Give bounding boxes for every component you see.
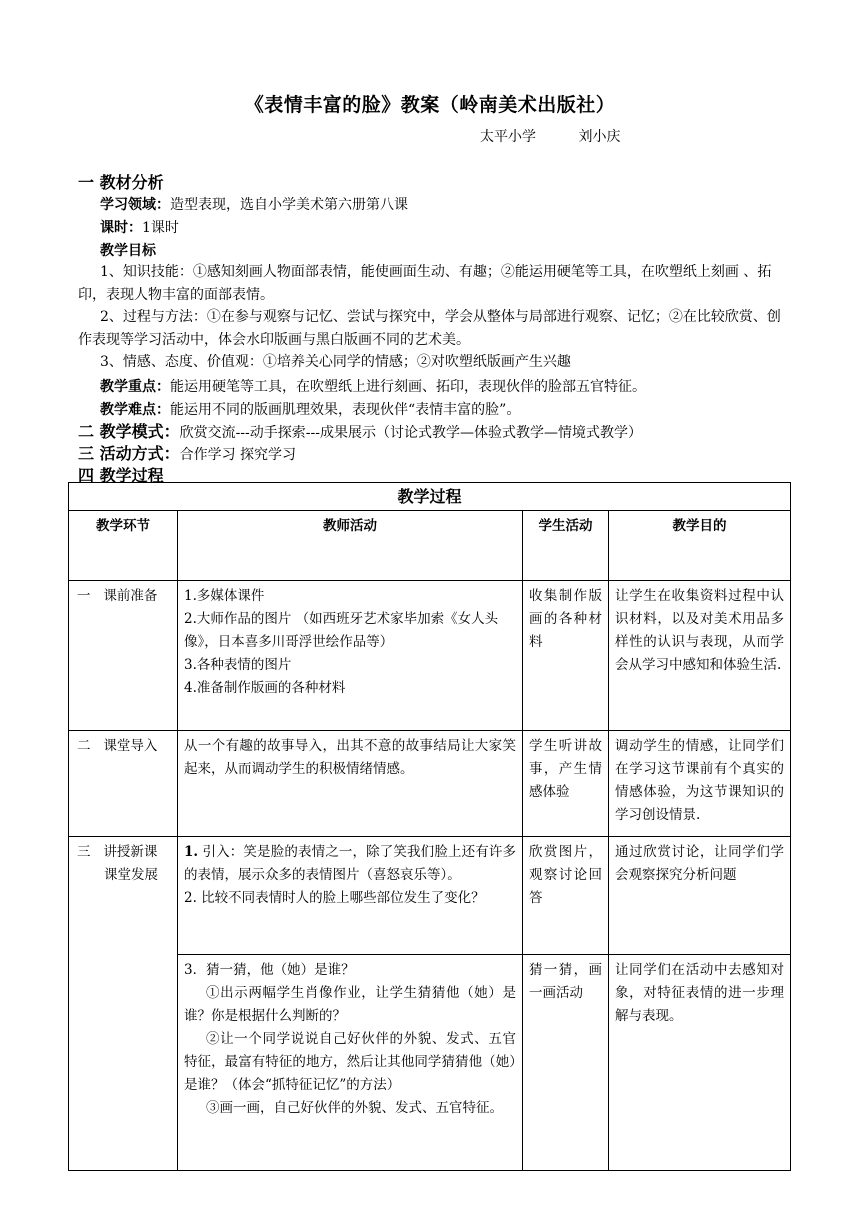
stage-number: 二 [77, 738, 91, 754]
purpose-cell: 让同学们在活动中去感知对象，对特征表情的进一步理解与表现。 [609, 955, 791, 1171]
teacher-item: 2. 比较不同表情时人的脸上哪些部位发生了变化？ [184, 890, 485, 906]
table-caption-row [69, 483, 791, 511]
header-stage: 教学环节 [69, 511, 178, 581]
purpose-cell: 让学生在收集资料过程中认识材料，以及对美术用品多样性的认识与表现，从而学会从学习中感知和体验生活. [609, 581, 791, 731]
difficult-point [100, 399, 520, 419]
stage-cell [69, 731, 178, 837]
item-text: 引入：笑是脸的表情之一，除了笑我们脸上还有许多的表情，展示众多的表情图片（喜怒哀乐等）。 [184, 844, 516, 883]
stage-cell [69, 581, 178, 731]
teacher-item: 3．猜一猜，他（她）是谁？ [184, 962, 355, 978]
key-point-label: 教学重点： [100, 379, 170, 395]
teacher-item: ①出示两幅学生肖像作业，让学生猜猜他（她）是谁？你是根据什么判断的？ [184, 985, 516, 1024]
stage-name-2: 课堂发展 [104, 867, 158, 883]
teaching-goals-label [100, 240, 156, 260]
teacher-item [184, 841, 516, 887]
stage-name: 讲授新课 [103, 844, 158, 860]
item-number: 1. [184, 844, 199, 860]
student-activity-cell: 欣赏图片，观察讨论回答 [523, 837, 609, 955]
class-hours [100, 217, 179, 237]
section-4-heading: 四 教学过程 [78, 466, 164, 485]
learning-domain-value: 造型表现，选自小学美术第六册第八课 [170, 197, 408, 213]
key-point [100, 376, 646, 396]
student-activity-cell: 学生听讲故事，产生情感体验 [523, 731, 609, 837]
teacher-activity-cell: 从一个有趣的故事导入，出其不意的故事结局让大家笑起来，从而调动学生的积极情绪情感。 [178, 731, 523, 837]
teacher-item: 2.大师作品的图片 （如西班牙艺术家毕加索《女人头像》，日本喜多川哥浮世绘作品等） [184, 611, 499, 650]
header-teacher: 教师活动 [178, 511, 523, 581]
goal-1: 1、知识技能：①感知刻画人物面部表情，能使画面生动、有趣；②能运用硬笔等工具，在吹塑纸上刻画 、拓印，表现人物丰富的面部表情。 [78, 264, 772, 303]
header-purpose: 教学目的 [609, 511, 791, 581]
section-3-heading [78, 441, 296, 464]
school-name: 太平小学 [480, 129, 536, 145]
learning-domain-label: 学习领域： [100, 197, 170, 213]
stage-name: 课堂导入 [103, 738, 158, 754]
difficult-point-label: 教学难点： [100, 402, 170, 418]
teacher-activity-cell [178, 837, 523, 955]
table-row [69, 955, 791, 1171]
class-hours-value: 1课时 [142, 220, 179, 236]
section-3-label: 三 活动方式： [78, 444, 180, 463]
author-name: 刘小庆 [578, 129, 621, 145]
student-activity-cell: 收集制作版画的各种材料 [523, 581, 609, 731]
document-title: 《表情丰富的脸》教案（岭南美术出版社） [244, 94, 616, 116]
teacher-item: ②让一个同学说说自己好伙伴的外貌、发式、五官特征，最富有特征的地方，然后让其他同学猜猜他（她）是谁？（体会“抓特征记忆”的方法） [184, 1031, 516, 1093]
student-activity-cell: 猜一猜，画一画活动 [523, 955, 609, 1171]
table-row [69, 581, 791, 731]
table-header-row [69, 511, 791, 581]
teacher-item: ③画一画，自己好伙伴的外貌、发式、五官特征。 [206, 1100, 503, 1116]
section-1-heading: 一 教材分析 [78, 173, 164, 192]
stage-cell [69, 837, 178, 1171]
section-2-heading [78, 419, 642, 442]
goal-2: 2、过程与方法：①在参与观察与记忆、尝试与探究中，学会从整体与局部进行观察、记忆；②在比较欣赏、创作表现等学习活动中，体会水印版画与黑白版画不同的艺术美。 [78, 309, 781, 348]
teacher-item: 1.多媒体课件 [184, 588, 265, 604]
header-student: 学生活动 [523, 511, 609, 581]
section-2-value: 欣赏交流---动手探索---成果展示（讨论式教学—体验式教学—情境式教学） [179, 425, 642, 441]
teacher-activity-cell [178, 581, 523, 731]
teaching-process-table [68, 482, 791, 1171]
key-point-value: 能运用硬笔等工具，在吹塑纸上进行刻画、拓印，表现伙伴的脸部五官特征。 [170, 379, 646, 395]
stage-number: 三 [77, 844, 91, 860]
purpose-cell: 通过欣赏讨论，让同学们学会观察探究分析问题 [609, 837, 791, 955]
table-caption: 教学过程 [69, 483, 791, 511]
goal-3: 3、情感、态度、价值观：①培养关心同学的情感；②对吹塑纸版画产生兴趣 [100, 354, 571, 370]
learning-domain [100, 194, 408, 214]
purpose-cell: 调动学生的情感，让同学们在学习这节课前有个真实的情感体验，为这节课知识的学习创设情景. [609, 731, 791, 837]
teaching-goals-label-text: 教学目标 [100, 243, 156, 259]
author-line [480, 126, 620, 146]
teacher-item: 3.各种表情的图片 [184, 657, 292, 673]
teacher-item: 4.准备制作版画的各种材料 [184, 680, 346, 696]
stage-number: 一 [77, 588, 91, 604]
section-3-value: 合作学习 探究学习 [179, 447, 297, 463]
section-2-label: 二 教学模式： [78, 422, 180, 441]
stage-name: 课前准备 [103, 588, 158, 604]
teacher-activity-cell [178, 955, 523, 1171]
difficult-point-value: 能运用不同的版画肌理效果，表现伙伴“表情丰富的脸”。 [170, 402, 521, 418]
class-hours-label: 课时： [100, 220, 142, 236]
table-row [69, 837, 791, 955]
table-row [69, 731, 791, 837]
